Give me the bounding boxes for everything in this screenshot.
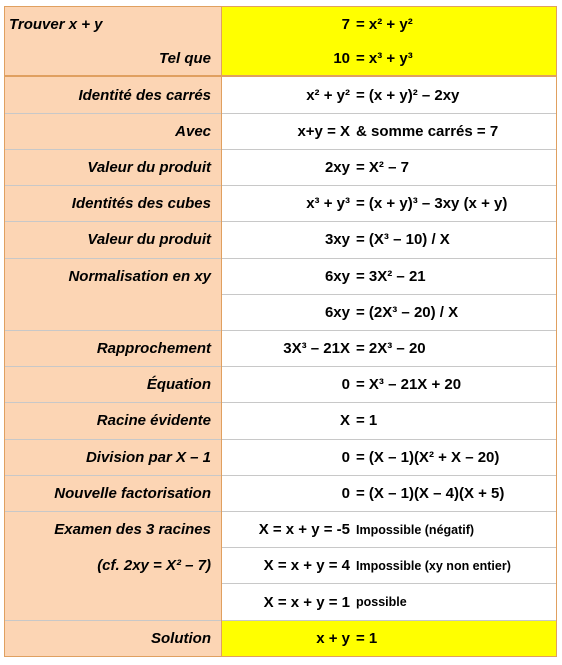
table-row: [5, 512, 556, 548]
row-rhs: = X³ – 21X + 20: [356, 367, 556, 403]
row-rhs: = x² + y²: [356, 7, 556, 41]
table-row: [5, 149, 556, 185]
solution-label: Solution: [5, 620, 222, 656]
table-row: [5, 222, 556, 258]
derivation-table: [5, 7, 556, 656]
row-rhs: Impossible (négatif): [356, 512, 556, 548]
row-rhs: possible: [356, 584, 556, 620]
row-label: Tel que: [5, 41, 222, 76]
row-lhs: 3xy: [222, 222, 357, 258]
row-rhs: = 3X² – 21: [356, 258, 556, 294]
row-lhs: X = x + y = 1: [222, 584, 357, 620]
table-row: [5, 584, 556, 620]
row-lhs: X = x + y = -5: [222, 512, 357, 548]
row-rhs: Impossible (xy non entier): [356, 548, 556, 584]
row-rhs: = (2X³ – 20) / X: [356, 294, 556, 330]
row-label: Division par X – 1: [5, 439, 222, 475]
table-row: [5, 330, 556, 366]
row-rhs: = (x + y)³ – 3xy (x + y): [356, 186, 556, 222]
table-row: [5, 186, 556, 222]
row-lhs: 6xy: [222, 294, 357, 330]
solution-lhs: x + y: [222, 620, 357, 656]
row-label: Racine évidente: [5, 403, 222, 439]
row-rhs: & somme carrés = 7: [356, 113, 556, 149]
solution-rhs: = 1: [356, 620, 556, 656]
row-rhs: = (X – 1)(X² + X – 20): [356, 439, 556, 475]
row-lhs: x+y = X: [222, 113, 357, 149]
row-lhs: 6xy: [222, 258, 357, 294]
table-row: [5, 294, 556, 330]
header-row-2: [5, 41, 556, 76]
row-rhs: = 1: [356, 403, 556, 439]
row-label: Trouver x + y: [5, 7, 222, 41]
math-worksheet-table: [4, 6, 557, 657]
table-row: [5, 439, 556, 475]
row-label: Normalisation en xy: [5, 258, 222, 294]
row-rhs: = x³ + y³: [356, 41, 556, 76]
row-label: Identité des carrés: [5, 76, 222, 113]
table-row: [5, 113, 556, 149]
row-rhs: = (X – 1)(X – 4)(X + 5): [356, 475, 556, 511]
row-rhs: = X² – 7: [356, 149, 556, 185]
table-row: [5, 548, 556, 584]
row-label: Avec: [5, 113, 222, 149]
row-lhs: X = x + y = 4: [222, 548, 357, 584]
row-label: (cf. 2xy = X² – 7): [5, 548, 222, 584]
row-label: Identités des cubes: [5, 186, 222, 222]
table-row: [5, 367, 556, 403]
row-lhs: 2xy: [222, 149, 357, 185]
row-lhs: 10: [222, 41, 357, 76]
row-lhs: 3X³ – 21X: [222, 330, 357, 366]
row-label: [5, 584, 222, 620]
table-row: [5, 403, 556, 439]
row-lhs: x² + y²: [222, 76, 357, 113]
row-label: Nouvelle factorisation: [5, 475, 222, 511]
row-lhs: 7: [222, 7, 357, 41]
row-rhs: = 2X³ – 20: [356, 330, 556, 366]
table-row: [5, 475, 556, 511]
row-lhs: X: [222, 403, 357, 439]
solution-row: [5, 620, 556, 656]
row-label: Valeur du produit: [5, 149, 222, 185]
row-rhs: = (X³ – 10) / X: [356, 222, 556, 258]
row-label: Rapprochement: [5, 330, 222, 366]
table-row: [5, 76, 556, 113]
row-label: Examen des 3 racines: [5, 512, 222, 548]
row-label: [5, 294, 222, 330]
row-lhs: x³ + y³: [222, 186, 357, 222]
row-lhs: 0: [222, 367, 357, 403]
row-label: Équation: [5, 367, 222, 403]
row-lhs: 0: [222, 439, 357, 475]
table-row: [5, 258, 556, 294]
row-label: Valeur du produit: [5, 222, 222, 258]
row-rhs: = (x + y)² – 2xy: [356, 76, 556, 113]
row-lhs: 0: [222, 475, 357, 511]
header-row-1: [5, 7, 556, 41]
